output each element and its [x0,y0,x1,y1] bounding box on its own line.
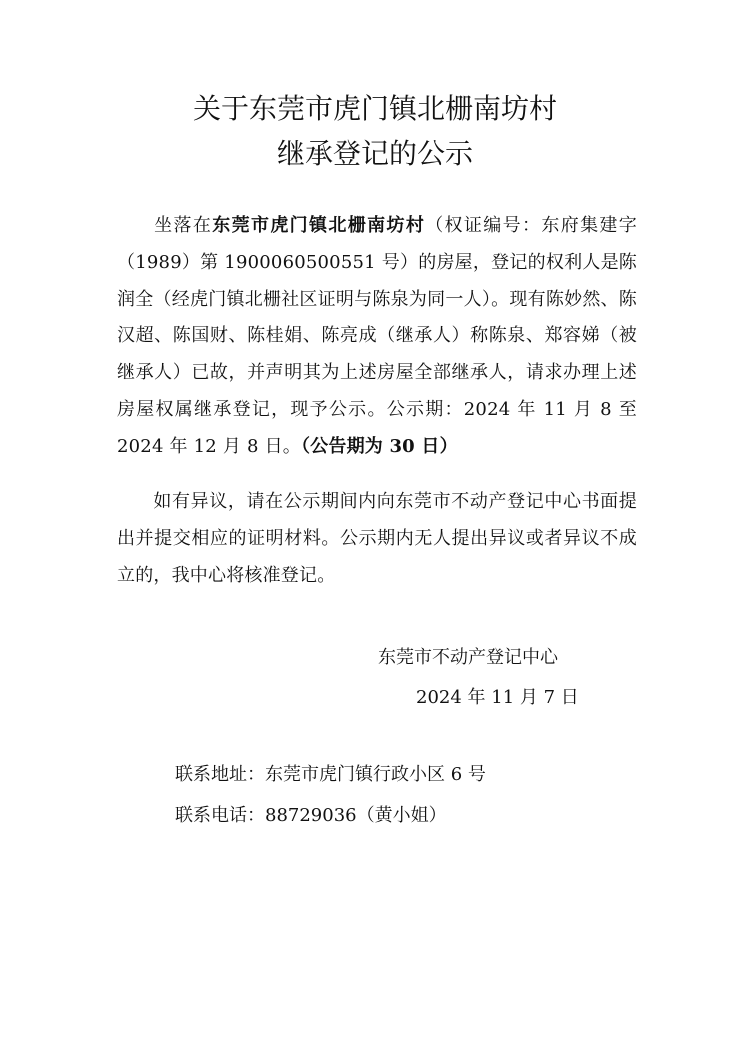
notice-paragraph-1 [117,208,637,466]
notice-title-line-2: 继承登记的公示 [276,137,473,170]
issue-date: 2024 年 11 月 7 日 [416,687,579,708]
p1-prefix: 坐落在 [153,215,213,236]
notice-paragraph-2 [117,484,637,594]
contact-address: 联系地址：东莞市虎门镇行政小区 6 号 [175,764,486,785]
p1-body: （权证编号：东府集建字（1989）第 1900060500551 号）的房屋，登记的权利人是陈润全（经虎门镇北栅社区证明与陈泉为同一人）。现有陈妙然、陈汉超、陈国财、陈桂娟、陈亮成（继承人）称陈泉、郑容娣（被继承人）已故，并声明其为上述房屋全部继承人，请求办理上述房屋权属继承登记，现予公示。公示期：2024 年 11 月 8 至 2024 年 12 月 8 日。 [117,215,637,457]
p2-body: 如有异议，请在公示期间内向东莞市不动产登记中心书面提出并提交相应的证明材料。公示期内无人提出异议或者异议不成立的，我中心将核准登记。 [117,491,637,586]
property-location: 东莞市虎门镇北栅南坊村 [212,215,426,236]
announcement-period-note: （公告期为 30 日） [300,435,458,457]
contact-phone: 联系电话：88729036（黄小姐） [175,805,447,826]
notice-title-line-1: 关于东莞市虎门镇北栅南坊村 [192,92,557,125]
issuing-organization: 东莞市不动产登记中心 [378,647,558,668]
